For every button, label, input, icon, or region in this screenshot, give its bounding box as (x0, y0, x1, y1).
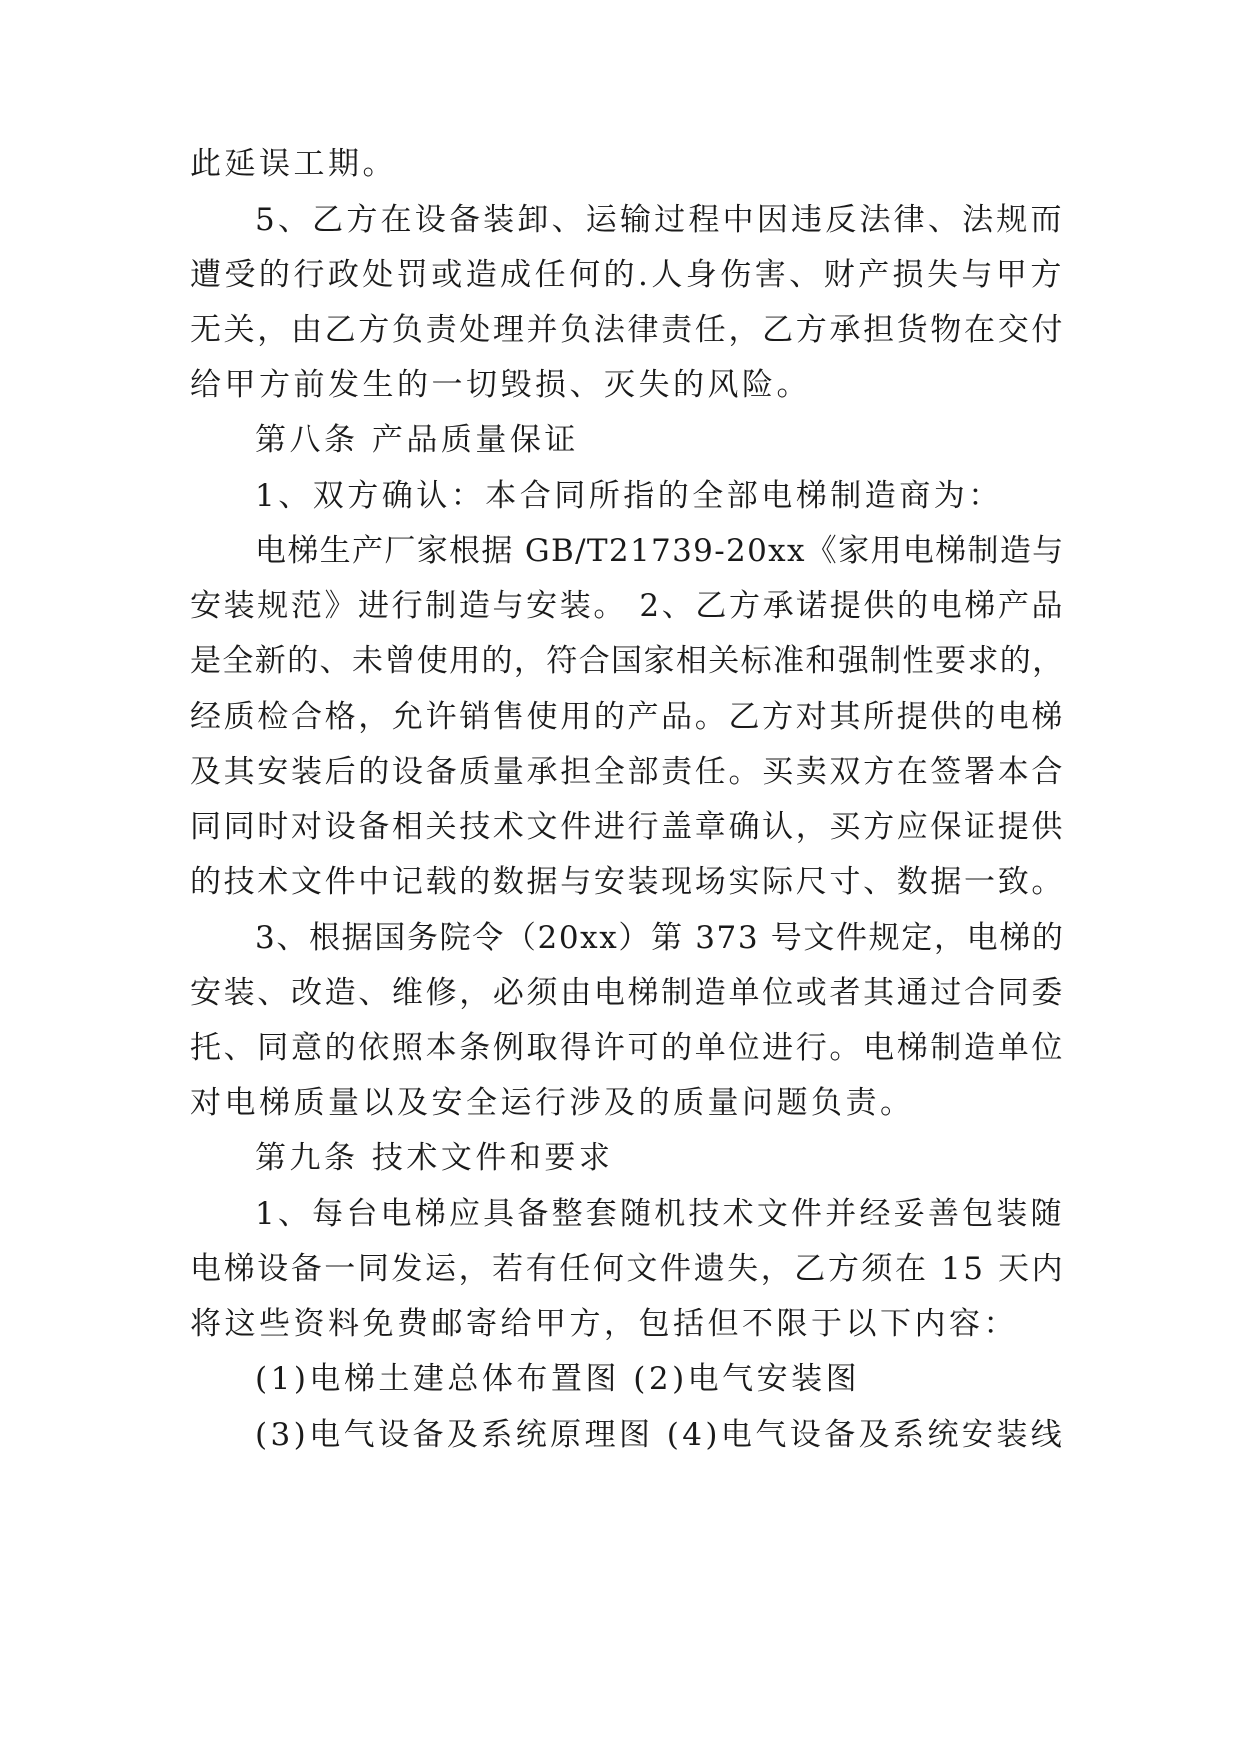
text-line: 托、同意的依照本条例取得许可的单位进行。电梯制造单位 (190, 1030, 1065, 1066)
text-line: 此延误工期。 (190, 146, 397, 182)
text-line: 将这些资料免费邮寄给甲方，包括但不限于以下内容： (190, 1306, 1018, 1342)
text-line: 及其安装后的设备质量承担全部责任。买卖双方在签署本合 (190, 754, 1065, 790)
text-line: 5、乙方在设备装卸、运输过程中因违反法律、法规而 (255, 202, 1065, 238)
list-item: (3)电气设备及系统原理图 (4)电气设备及系统安装线 (255, 1417, 1066, 1453)
text-line: 1、双方确认：本合同所指的全部电梯制造商为： (255, 478, 1003, 514)
text-line: 同同时对设备相关技术文件进行盖章确认，买方应保证提供 (190, 809, 1065, 845)
text-line: 对电梯质量以及安全运行涉及的质量问题负责。 (190, 1085, 915, 1121)
text-line: 电梯生产厂家根据 GB/T21739-20xx《家用电梯制造与 (255, 533, 1065, 569)
text-line: 安装、改造、维修，必须由电梯制造单位或者其通过合同委 (190, 975, 1065, 1011)
section-heading: 第八条 产品质量保证 (255, 422, 579, 458)
text-line: 电梯设备一同发运，若有任何文件遗失，乙方须在 15 天内 (190, 1251, 1066, 1287)
text-line: 1、每台电梯应具备整套随机技术文件并经妥善包装随 (255, 1196, 1065, 1232)
text-line: 给甲方前发生的一切毁损、灭失的风险。 (190, 367, 811, 403)
text-line: 安装规范》进行制造与安装。 2、乙方承诺提供的电梯产品 (190, 588, 1066, 624)
text-line: 经质检合格，允许销售使用的产品。乙方对其所提供的电梯 (190, 699, 1065, 735)
list-item: (1)电梯土建总体布置图 (2)电气安装图 (255, 1361, 861, 1397)
text-line: 无关，由乙方负责处理并负法律责任，乙方承担货物在交付 (190, 312, 1065, 348)
text-line: 遭受的行政处罚或造成任何的.人身伤害、财产损失与甲方 (190, 257, 1065, 293)
section-heading: 第九条 技术文件和要求 (255, 1140, 614, 1176)
text-line: 的技术文件中记载的数据与安装现场实际尺寸、数据一致。 (190, 864, 1065, 900)
text-line: 3、根据国务院令（20xx）第 373 号文件规定，电梯的 (255, 920, 1065, 956)
text-line: 是全新的、未曾使用的，符合国家相关标准和强制性要求的， (190, 643, 1065, 679)
